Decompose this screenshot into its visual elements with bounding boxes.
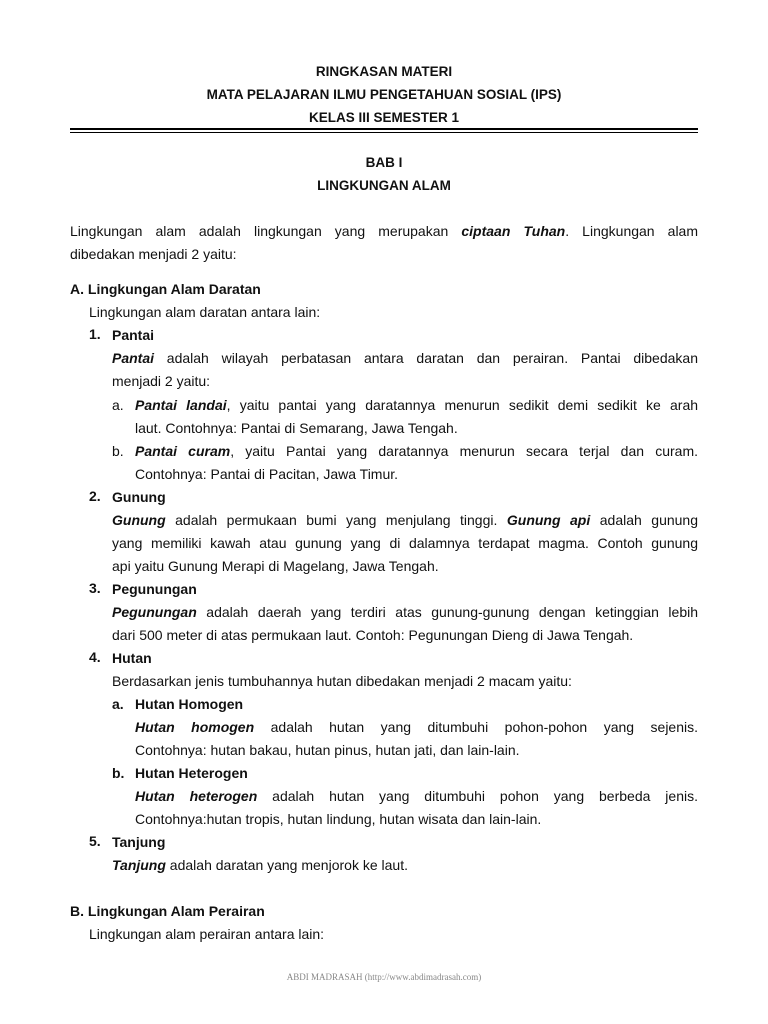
item-1a-letter: a. bbox=[112, 397, 124, 413]
item-1-number: 1. bbox=[89, 326, 101, 342]
item-4a-title: Hutan Homogen bbox=[135, 696, 244, 712]
item-5-desc-1: Tanjung adalah daratan yang menjorok ke laut. bbox=[112, 857, 408, 873]
item-4-number: 4. bbox=[89, 649, 101, 665]
doc-title-line1: RINGKASAN MATERI bbox=[315, 64, 453, 79]
item-2-number: 2. bbox=[89, 488, 101, 504]
item-4b-line-1: Hutan heterogen adalah hutan yang ditumbuhi pohon yang berbeda jenis. bbox=[135, 788, 698, 804]
item-2-title: Gunung bbox=[112, 489, 166, 505]
intro-line-2: dibedakan menjadi 2 yaitu: bbox=[70, 246, 237, 262]
item-1-desc-1: Pantai adalah wilayah perbatasan antara daratan dan perairan. Pantai dibedakan bbox=[112, 350, 698, 366]
item-2-desc-3: api yaitu Gunung Merapi di Magelang, Jawa Tengah. bbox=[112, 558, 439, 574]
intro-line-1: Lingkungan alam adalah lingkungan yang merupakan ciptaan Tuhan. Lingkungan alam bbox=[70, 223, 699, 239]
item-1a-line-1: Pantai landai, yaitu pantai yang daratannya menurun sedikit demi sedikit ke arah bbox=[135, 397, 699, 413]
item-2-desc-1: Gunung adalah permukaan bumi yang menjulang tinggi. Gunung api adalah gunung bbox=[112, 512, 698, 528]
item-1-title: Pantai bbox=[112, 327, 155, 343]
item-1a-line-2: laut. Contohnya: Pantai di Semarang, Jawa Tengah. bbox=[135, 420, 458, 436]
page-footer: ABDI MADRASAH (http://www.abdimadrasah.com) bbox=[286, 972, 482, 982]
section-a-heading: A. Lingkungan Alam Daratan bbox=[70, 281, 261, 297]
chapter-number: BAB I bbox=[365, 155, 403, 170]
item-4a-line-2: Contohnya: hutan bakau, hutan pinus, hutan jati, dan lain-lain. bbox=[135, 742, 520, 758]
item-4b-letter: b. bbox=[112, 765, 125, 781]
section-b-heading: B. Lingkungan Alam Perairan bbox=[70, 903, 265, 919]
item-1b-line-1: Pantai curam, yaitu Pantai yang daratannya menurun secara terjal dan curam. bbox=[135, 443, 698, 459]
item-5-title: Tanjung bbox=[112, 834, 166, 850]
item-1b-letter: b. bbox=[112, 443, 124, 459]
item-1b-line-2: Contohnya: Pantai di Pacitan, Jawa Timur. bbox=[135, 466, 399, 482]
item-4a-line-1: Hutan homogen adalah hutan yang ditumbuhi pohon-pohon yang sejenis. bbox=[135, 719, 698, 735]
item-4-desc-1: Berdasarkan jenis tumbuhannya hutan dibedakan menjadi 2 macam yaitu: bbox=[112, 673, 572, 689]
item-3-number: 3. bbox=[89, 580, 101, 596]
item-3-desc-1: Pegunungan adalah daerah yang terdiri atas gunung-gunung dengan ketinggian lebih bbox=[112, 604, 698, 620]
item-4b-line-2: Contohnya:hutan tropis, hutan lindung, hutan wisata dan lain-lain. bbox=[135, 811, 542, 827]
item-5-number: 5. bbox=[89, 833, 101, 849]
item-3-desc-2: dari 500 meter di atas permukaan laut. Contoh: Pegunungan Dieng di Jawa Tengah. bbox=[112, 627, 634, 643]
item-1-desc-2: menjadi 2 yaitu: bbox=[112, 373, 211, 389]
section-a-lead: Lingkungan alam daratan antara lain: bbox=[89, 304, 321, 320]
item-4a-letter: a. bbox=[112, 696, 124, 712]
item-4b-title: Hutan Heterogen bbox=[135, 765, 248, 781]
item-4-title: Hutan bbox=[112, 650, 152, 666]
item-2-desc-2: yang memiliki kawah atau gunung yang di dalamnya terdapat magma. Contoh gunung bbox=[112, 535, 698, 551]
doc-title-line3: KELAS III SEMESTER 1 bbox=[308, 110, 460, 125]
header-divider-thin bbox=[70, 132, 698, 133]
header-divider-thick bbox=[70, 128, 698, 130]
chapter-title: LINGKUNGAN ALAM bbox=[317, 178, 451, 193]
doc-title-line2: MATA PELAJARAN ILMU PENGETAHUAN SOSIAL (IPS) bbox=[206, 87, 562, 102]
section-b-lead: Lingkungan alam perairan antara lain: bbox=[89, 926, 325, 942]
item-3-title: Pegunungan bbox=[112, 581, 197, 597]
